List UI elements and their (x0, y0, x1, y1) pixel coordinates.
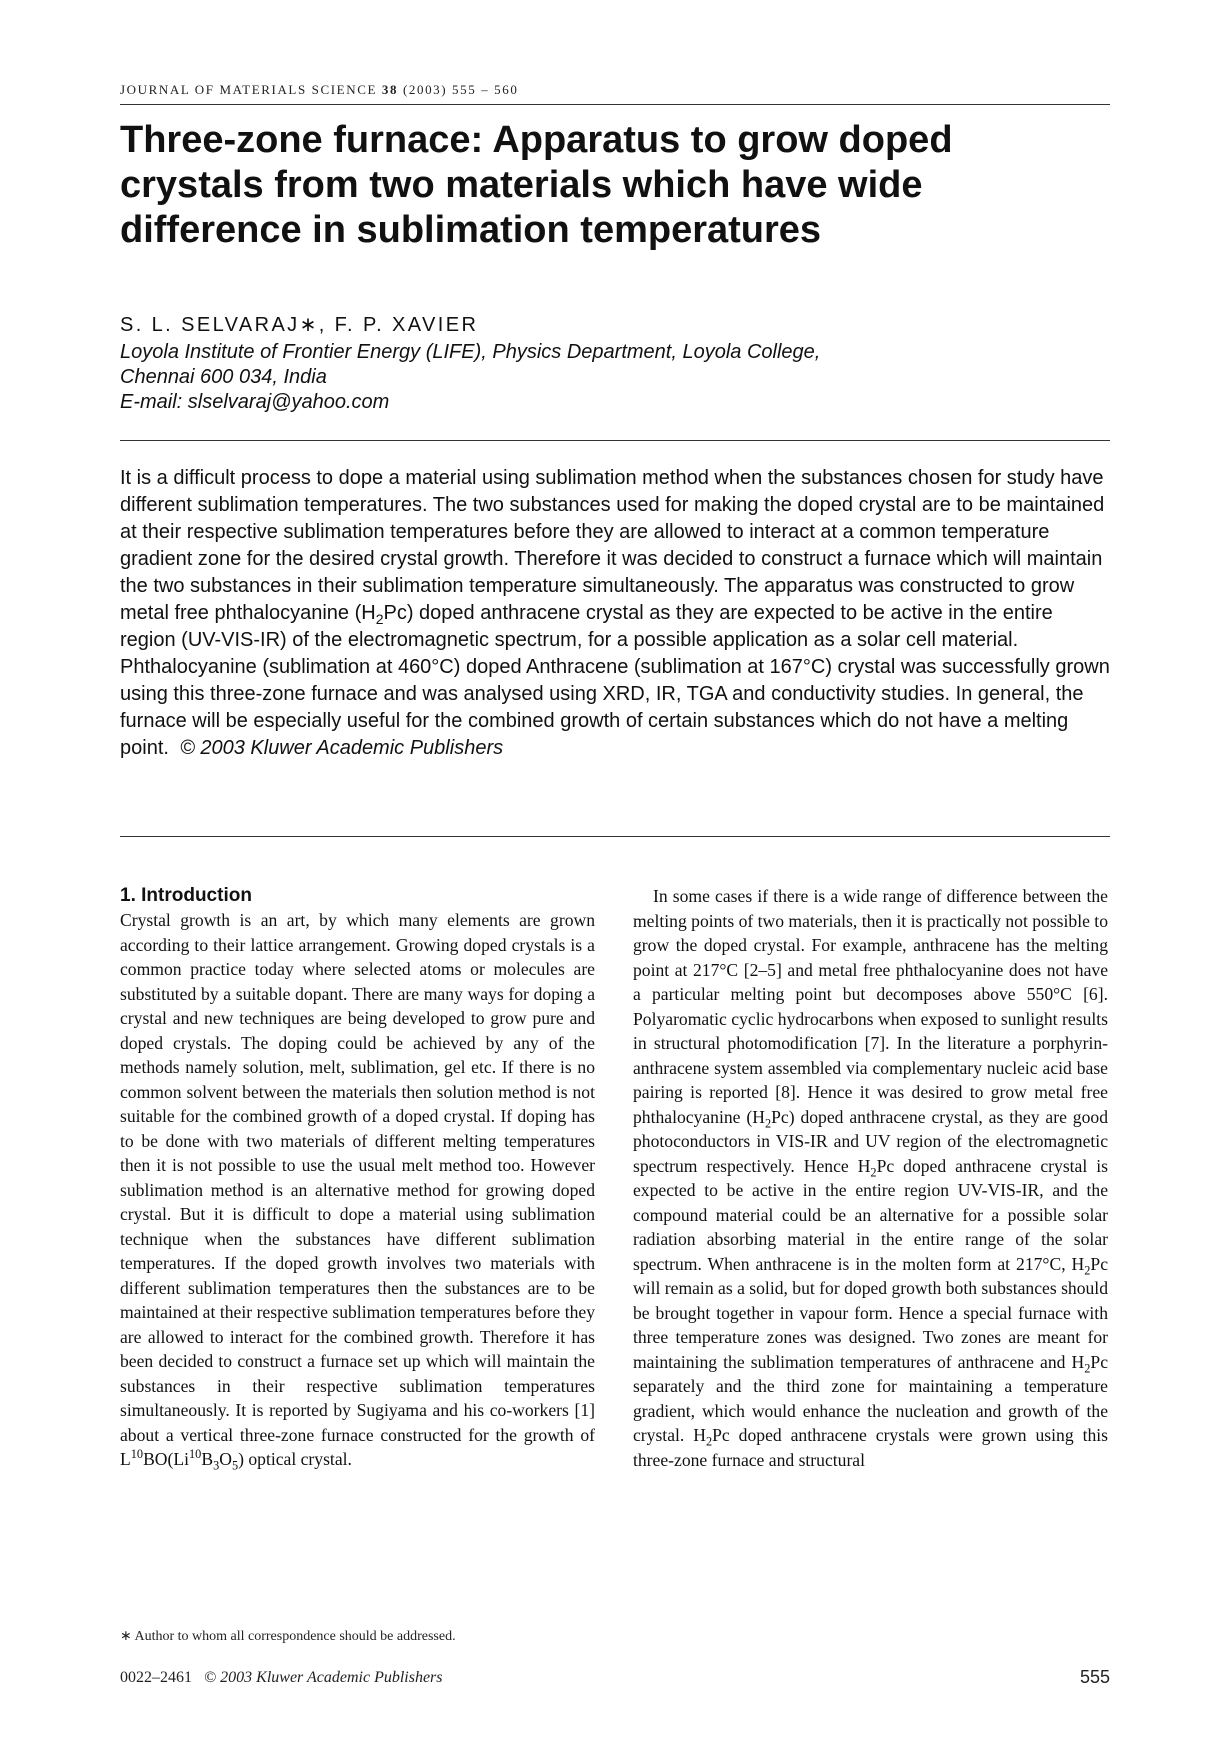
page-number: 555 (1079, 1667, 1110, 1687)
formula-sup-1: 10 (130, 1447, 144, 1462)
formula-end: ) optical crystal. (238, 1449, 352, 1469)
right-sub-1: 2 (764, 1116, 772, 1131)
right-text-1: In some cases if there is a wide range of difference between the melting points of two materials, then it is practically not possible to grow the doped crystal. For example, anthracene has the melting point at 217°C [2–5] and metal free phthalocyanine does not have a particular melting point but decomposes above 550°C [6]. Polyaromatic cyclic hydrocarbons when exposed to sunlight results in structural photomodification [7]. In the literature a porphyrin-anthracene system assembled via complementary nucleic acid base pairing is reported [8]. Hence it was desired to grow metal free phthalocyanine (H (633, 886, 1108, 1127)
right-text-6: Pc doped anthracene crystals were grown using this three-zone furnace and structural (633, 1425, 1108, 1470)
author-email: E-mail: slselvaraj@yahoo.com (120, 391, 390, 413)
right-text-4: Pc will remain as a solid, but for doped growth both substances should be brought together in vapour form. Hence a special furnace with three temperature zones was designed. Two zones are meant for maintaining the sublimation temperatures of anthracene and H (633, 1253, 1108, 1372)
footer-left (120, 1669, 443, 1687)
intro-text: Crystal growth is an art, by which many elements are grown according to their lattice arrangement. Growing doped crystals is a common practice today where selected atoms or molecules are substituted by a suitable dopant. There are many ways for doping a crystal and new techniques are being developed to grow pure and doped crystals. The doping could be achieved by any of the methods namely solution, melt, sublimation, gel etc. If there is no common solvent between the materials then solution method is not suitable for the combined growth of a doped crystal. If doping has to be done with two materials of different melting temperatures then it is not possible to use the usual melt method too. However sublimation method is an alternative method for growing doped crystal. But it is difficult to dope a material using sublimation technique when the substances have different sublimation temperatures. If the doped growth involves two materials with different sublimation temperatures then the substances are to be maintained at their respective sublimation temperatures before they are allowed to interact for the combined growth. Therefore it has been decided to construct a furnace set up which will maintain the substances in their respective sublimation temperatures simultaneously. It is reported by Sugiyama and his co-workers [1] about a vertical three-zone furnace constructed for the growth of L (120, 910, 595, 1469)
issn: 0022–2461 (120, 1669, 192, 1686)
right-column (633, 884, 1108, 1472)
affiliation-line-2: Chennai 600 034, India (120, 366, 327, 388)
formula-part-3: O (219, 1449, 232, 1469)
intro-paragraph (120, 908, 595, 1472)
left-column (120, 884, 595, 1472)
abstract (120, 465, 1110, 762)
author-footnote: ∗ Author to whom all correspondence should be addressed. (120, 1629, 456, 1644)
affiliation-line-1: Loyola Institute of Frontier Energy (LIFE), Physics Department, Loyola College, (120, 341, 821, 363)
formula-sub-3: 3 (213, 1458, 220, 1473)
formula-part-2: B (201, 1449, 214, 1469)
journal-year-pages: (2003) 555 – 560 (402, 82, 519, 97)
formula-part-1: BO(Li (143, 1449, 189, 1469)
right-sub-4: 2 (1084, 1361, 1091, 1376)
right-text-5: Pc separately and the third zone for maintaining a temperature gradient, which would enhance the nucleation and growth of the crystal. H (633, 1351, 1108, 1445)
abstract-top-rule (120, 440, 1110, 441)
running-head (120, 82, 1110, 98)
section-heading-introduction: 1. Introduction (120, 885, 252, 906)
abstract-text-a: It is a difficult process to dope a material using sublimation method when the substances chosen for study have different sublimation temperatures. The two substances used for making the doped crystal are to be maintained at their respective sublimation temperatures before they are allowed to interact at a common temperature gradient zone for the desired crystal growth. Therefore it was decided to construct a furnace which will maintain the two substances in their sublimation temperature simultaneously. The apparatus was constructed to grow metal free phthalocyanine (H (120, 467, 1105, 624)
journal-volume: 38 (381, 82, 399, 97)
right-paragraph (633, 884, 1108, 1472)
right-text-3: Pc doped anthracene crystal is expected to be active in the entire region UV-VIS-IR, and the compound material could be an alternative for a possible solar radiation absorbing material in the entire range of the solar spectrum. When anthracene is in the molten form at 217°C, H (633, 1155, 1108, 1274)
formula-sub-5: 5 (231, 1458, 239, 1473)
abstract-text-b: Pc) doped anthracene crystal as they are expected to be active in the entire region (UV-VIS-IR) of the electromagnetic spectrum, for a possible application as a solar cell material. Phthalocyanine (sublimation at 460°C) doped Anthracene (sublimation at 167°C) crystal was successfully grown using this three-zone furnace and was analysed using XRD, IR, TGA and conductivity studies. In general, the furnace will be especially useful for the combined growth of certain substances which do not have a melting point. (120, 602, 1110, 759)
abstract-copyright: © 2003 Kluwer Academic Publishers (180, 737, 504, 759)
header-rule (120, 104, 1110, 105)
formula-sup-2: 10 (189, 1447, 202, 1462)
abstract-subscript: 2 (375, 611, 384, 627)
journal-name: JOURNAL OF MATERIALS SCIENCE (120, 82, 378, 97)
footer-copyright: © 2003 Kluwer Academic Publishers (204, 1669, 443, 1686)
right-sub-3: 2 (1084, 1263, 1091, 1278)
affiliation-block (120, 340, 1110, 415)
abstract-bottom-rule (120, 836, 1110, 837)
right-sub-5: 2 (705, 1434, 713, 1449)
right-text-2: Pc) doped anthracene crystal, as they are good photoconductors in VIS-IR and UV region of the electromagnetic spectrum respectively. Hence H (633, 1106, 1108, 1176)
author-list: S. L. SELVARAJ∗, F. P. XAVIER (120, 314, 479, 336)
right-sub-2: 2 (870, 1165, 877, 1180)
article-title: Three-zone furnace: Apparatus to grow doped crystals from two materials which have wide difference in sublimation temperatures (120, 119, 953, 251)
